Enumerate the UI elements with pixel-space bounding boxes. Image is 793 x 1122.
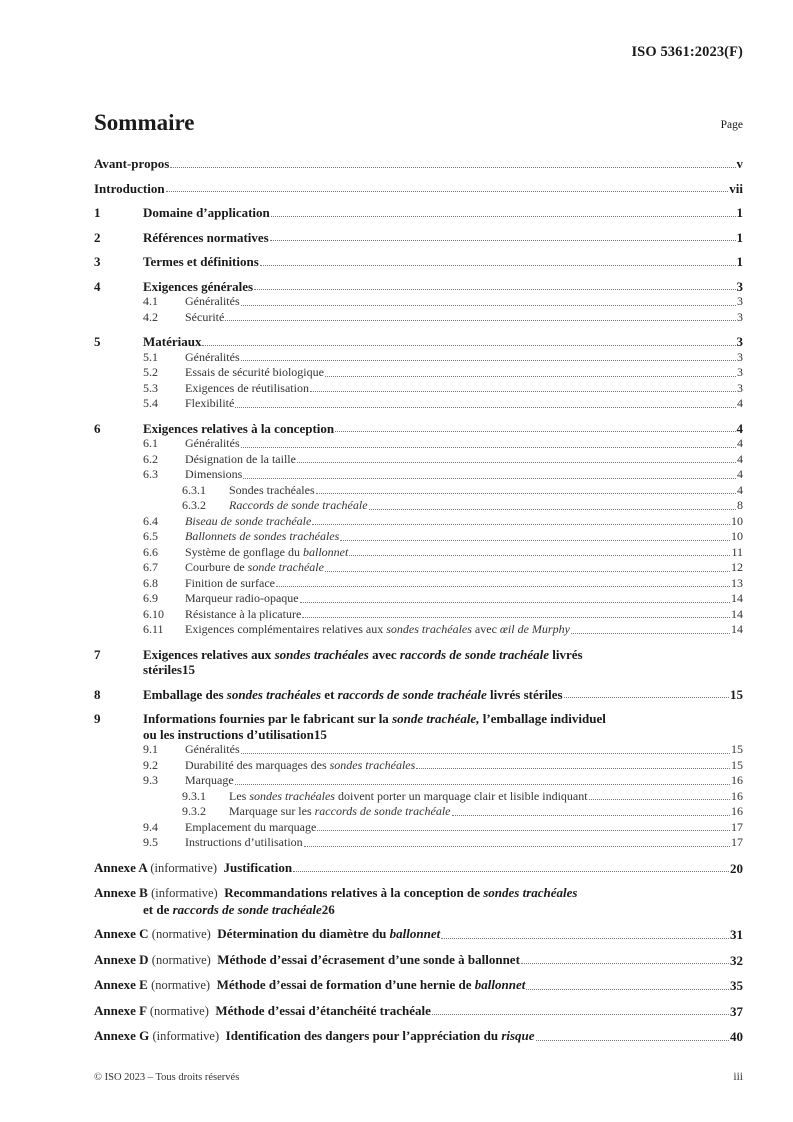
leader-dots bbox=[235, 407, 736, 408]
annex-title: Méthode d’essai d’écrasement d’une sonde à ballonnet bbox=[217, 951, 520, 967]
toc-entry-label: Exigences relatives à la conception bbox=[143, 420, 335, 436]
toc-entry-number: 6.4 bbox=[143, 513, 158, 528]
toc-entry-6-9[interactable] bbox=[94, 591, 743, 607]
toc-entry-page: 4 bbox=[737, 436, 743, 450]
italic-term: ballonnet bbox=[389, 926, 441, 941]
toc-entry-label: Sondes trachéales bbox=[229, 482, 315, 497]
leader-dots bbox=[571, 633, 730, 634]
toc-entry-page: 16 bbox=[731, 804, 743, 818]
toc-entry-page: 32 bbox=[730, 952, 743, 968]
toc-entry-label bbox=[143, 687, 563, 703]
toc-entry-6-4[interactable] bbox=[94, 514, 743, 530]
toc-entry-label bbox=[94, 952, 520, 969]
italic-term: Raccords de sonde trachéale bbox=[229, 498, 368, 512]
toc-entry-number: 9.3 bbox=[143, 773, 158, 787]
toc-entry-section-4[interactable] bbox=[94, 279, 743, 295]
page-title: Sommaire bbox=[94, 110, 195, 135]
toc-entry-label bbox=[94, 860, 292, 877]
toc-entry-section-7[interactable] bbox=[94, 647, 743, 678]
toc-entry-label bbox=[143, 647, 583, 663]
annex-title: Identification des dangers pour l’appréciation du bbox=[225, 1028, 502, 1043]
toc-entry-page: 17 bbox=[731, 819, 743, 834]
annex-title: Détermination du diamètre du bbox=[217, 926, 390, 941]
annex-name: Annexe E bbox=[94, 977, 148, 992]
annex-name: Annexe G bbox=[94, 1028, 150, 1043]
toc-entry-page: 15 bbox=[730, 686, 743, 702]
toc-entry-4-2[interactable] bbox=[94, 310, 743, 326]
toc-entry-label bbox=[229, 789, 588, 805]
toc-entry-label: Généralités bbox=[185, 294, 240, 308]
leader-dots bbox=[432, 1014, 729, 1015]
toc-entry-6-11[interactable] bbox=[94, 622, 743, 638]
toc-entry-number: 6.3 bbox=[143, 467, 158, 481]
toc-entry-page: 40 bbox=[730, 1029, 743, 1044]
toc-entry-page: 14 bbox=[731, 606, 743, 621]
italic-term: raccords de sonde trachéale bbox=[337, 686, 487, 702]
toc-entry-page: 3 bbox=[737, 365, 743, 379]
toc-entry-6-3-1[interactable] bbox=[94, 483, 743, 499]
toc-entry-page: 14 bbox=[731, 622, 743, 636]
toc-entry-5-1[interactable] bbox=[94, 350, 743, 366]
toc-entry-number: 2 bbox=[94, 229, 101, 245]
label-part: Marquage sur les bbox=[229, 804, 315, 818]
toc-entry-page: 15 bbox=[731, 757, 743, 772]
toc-entry-page: 35 bbox=[730, 978, 743, 993]
toc-entry-number: 5.1 bbox=[143, 349, 158, 364]
toc-entry-page: 3 bbox=[737, 309, 743, 324]
toc-entry-annex-g[interactable] bbox=[94, 1028, 743, 1045]
toc-entry-9-1[interactable] bbox=[94, 742, 743, 758]
toc-entry-number: 6.3.2 bbox=[182, 498, 206, 512]
leader-dots bbox=[166, 191, 729, 192]
annex-title: Méthode d’essai de formation d’une hernie de bbox=[216, 977, 475, 992]
label-part: l’emballage individuel bbox=[479, 711, 606, 726]
leader-dots bbox=[297, 462, 736, 463]
toc-entry-label bbox=[185, 758, 415, 774]
toc-entry-number: 6.6 bbox=[143, 544, 158, 559]
toc-entry-9-3[interactable] bbox=[94, 773, 743, 789]
label-part: Exigences complémentaires relatives aux bbox=[185, 622, 387, 636]
toc-entry-number: 9.3.1 bbox=[182, 788, 206, 803]
label-part: Exigences relatives aux bbox=[143, 646, 275, 662]
italic-term: risque bbox=[501, 1028, 535, 1043]
annex-type: (normative) bbox=[149, 1003, 209, 1018]
label-part: avec bbox=[368, 646, 400, 662]
toc-entry-number: 6.5 bbox=[143, 529, 158, 543]
italic-term: sonde trachéale bbox=[247, 560, 324, 574]
leader-dots bbox=[170, 167, 735, 168]
toc-entry-9-2[interactable] bbox=[94, 758, 743, 774]
toc-entry-label: Matériaux bbox=[143, 334, 202, 349]
document-id: ISO 5361:2023(F) bbox=[631, 44, 743, 60]
toc-entry-number: 5 bbox=[94, 334, 101, 349]
toc-entry-number: 6.10 bbox=[143, 606, 164, 621]
leader-dots bbox=[335, 431, 735, 432]
toc-entry-label: Avant-propos bbox=[94, 156, 170, 171]
toc-entry-section-6[interactable] bbox=[94, 421, 743, 437]
leader-dots bbox=[225, 320, 736, 321]
leader-dots bbox=[317, 830, 730, 831]
italic-term: ballonnet bbox=[474, 977, 526, 992]
toc-entry-label-continued: stériles bbox=[143, 662, 182, 677]
toc-entry-annex-c[interactable] bbox=[94, 926, 743, 943]
toc-entry-label: Instructions d’utilisation bbox=[185, 835, 303, 849]
toc-entry-annex-a[interactable] bbox=[94, 860, 743, 877]
toc-entry-page: 12 bbox=[731, 560, 743, 574]
label-part: Courbure de bbox=[185, 560, 248, 574]
annex-name: Annexe B bbox=[94, 885, 148, 900]
italic-term: sondes trachéales bbox=[274, 646, 369, 662]
toc-entry-page: 4 bbox=[737, 396, 743, 410]
leader-dots bbox=[369, 509, 736, 510]
toc-entry-label bbox=[94, 977, 525, 994]
leader-dots bbox=[441, 938, 729, 939]
toc-entry-number: 9.3.2 bbox=[182, 804, 206, 818]
toc-entry-number: 5.2 bbox=[143, 365, 158, 379]
toc-entry-page: 4 bbox=[736, 420, 743, 436]
toc-entry-label: Termes et définitions bbox=[143, 254, 259, 269]
toc-entry-number: 6.2 bbox=[143, 451, 158, 466]
toc-entry-label bbox=[94, 1003, 431, 1020]
leader-dots bbox=[293, 871, 729, 872]
italic-term: raccords de sonde trachéale bbox=[314, 804, 451, 818]
toc-entry-number: 4.2 bbox=[143, 309, 158, 324]
toc-entry-6-10[interactable] bbox=[94, 607, 743, 623]
annex-type: (informative) bbox=[150, 860, 217, 875]
annex-type: (normative) bbox=[151, 978, 211, 992]
toc-entry-6-5[interactable] bbox=[94, 529, 743, 545]
toc-entry-number: 5.4 bbox=[143, 396, 158, 410]
toc-entry-label bbox=[185, 545, 348, 561]
toc-entry-label bbox=[229, 804, 451, 820]
toc-entry-section-9[interactable] bbox=[94, 711, 743, 742]
toc-entry-4-1[interactable] bbox=[94, 294, 743, 310]
italic-term: Biseau de sonde trachéale bbox=[185, 513, 312, 528]
annex-title: Recommandations relatives à la conception de bbox=[224, 885, 484, 900]
toc-entry-6-7[interactable] bbox=[94, 560, 743, 576]
toc-entry-page: 1 bbox=[736, 229, 743, 245]
toc-entry-label bbox=[94, 1028, 535, 1045]
leader-dots bbox=[340, 540, 730, 541]
italic-term: sondes trachéales bbox=[226, 686, 322, 702]
toc-entry-section-5[interactable] bbox=[94, 334, 743, 350]
leader-dots bbox=[260, 265, 736, 266]
toc-entry-page: 14 bbox=[731, 591, 743, 605]
toc-entry-page: 10 bbox=[731, 513, 743, 528]
italic-term: sonde trachéale, bbox=[392, 711, 480, 726]
leader-dots bbox=[589, 799, 730, 800]
label-part: Les bbox=[229, 788, 250, 803]
label-part: Emballage des bbox=[143, 686, 227, 702]
leader-dots bbox=[316, 493, 736, 494]
toc-entry-label bbox=[94, 926, 440, 943]
toc-entry-label bbox=[185, 622, 570, 638]
italic-term: sondes trachéales bbox=[249, 788, 335, 803]
leader-dots bbox=[325, 376, 736, 377]
leader-dots bbox=[325, 571, 730, 572]
toc-entry-page: 15 bbox=[181, 662, 195, 677]
toc-entry-number: 9.2 bbox=[143, 757, 158, 772]
toc-entry-avant-propos[interactable] bbox=[94, 156, 743, 172]
toc-entry-9-3-2[interactable] bbox=[94, 804, 743, 820]
label-part: et bbox=[321, 686, 338, 702]
toc-entry-page: 31 bbox=[730, 927, 743, 942]
toc-entry-page: 37 bbox=[730, 1003, 743, 1019]
italic-term: œil de Murphy bbox=[499, 622, 570, 636]
toc-entry-number: 8 bbox=[94, 686, 101, 702]
toc-entry-page: 16 bbox=[731, 773, 743, 787]
leader-dots bbox=[235, 784, 730, 785]
table-of-contents bbox=[94, 156, 743, 1045]
toc-entry-number: 9.5 bbox=[143, 835, 158, 849]
toc-entry-6-3[interactable] bbox=[94, 467, 743, 483]
annex-name: Annexe F bbox=[94, 1002, 147, 1018]
toc-entry-label: Finition de surface bbox=[185, 575, 275, 590]
toc-entry-6-2[interactable] bbox=[94, 452, 743, 468]
leader-dots bbox=[241, 753, 730, 754]
leader-dots bbox=[270, 240, 736, 241]
leader-dots bbox=[254, 289, 735, 290]
toc-entry-label: Marqueur radio-opaque bbox=[185, 591, 299, 605]
toc-entry-label-continued bbox=[143, 902, 322, 918]
toc-entry-number: 7 bbox=[94, 646, 101, 662]
toc-entry-label: Exigences de réutilisation bbox=[185, 380, 309, 395]
toc-entry-9-3-1[interactable] bbox=[94, 789, 743, 805]
toc-entry-number: 4 bbox=[94, 278, 101, 294]
leader-dots bbox=[564, 697, 729, 698]
leader-dots bbox=[452, 815, 731, 816]
toc-entry-page: 16 bbox=[731, 788, 743, 803]
annex-name: Annexe D bbox=[94, 951, 149, 967]
toc-entry-number: 9.4 bbox=[143, 819, 158, 834]
toc-entry-label bbox=[94, 885, 577, 902]
toc-entry-page: 4 bbox=[737, 451, 743, 466]
italic-term: sondes trachéales bbox=[386, 622, 472, 636]
toc-entry-page: 3 bbox=[737, 380, 743, 395]
toc-entry-page: 13 bbox=[731, 575, 743, 590]
toc-entry-page: vii bbox=[729, 180, 743, 196]
toc-entry-annex-f[interactable] bbox=[94, 1003, 743, 1020]
toc-entry-number: 1 bbox=[94, 205, 101, 220]
toc-entry-page: 3 bbox=[736, 334, 743, 349]
leader-dots bbox=[271, 216, 736, 217]
leader-dots bbox=[536, 1040, 729, 1041]
toc-entry-6-3-2[interactable] bbox=[94, 498, 743, 514]
toc-entry-page: 26 bbox=[321, 901, 335, 917]
italic-term: sondes trachéales bbox=[329, 757, 416, 772]
toc-entry-number: 6.7 bbox=[143, 560, 158, 574]
toc-entry-number: 9 bbox=[94, 711, 101, 726]
toc-entry-label bbox=[229, 498, 368, 514]
toc-entry-6-1[interactable] bbox=[94, 436, 743, 452]
label-part: Système de gonflage du bbox=[185, 544, 303, 559]
toc-entry-label: Domaine d’application bbox=[143, 205, 270, 220]
toc-entry-page: 11 bbox=[731, 544, 743, 559]
toc-entry-number: 9.1 bbox=[143, 742, 158, 756]
toc-entry-5-3[interactable] bbox=[94, 381, 743, 397]
toc-entry-label-continued: ou les instructions d’utilisation bbox=[143, 726, 314, 742]
page-column-label: Page bbox=[720, 119, 743, 131]
toc-entry-label: Références normatives bbox=[143, 229, 269, 245]
toc-entry-label bbox=[185, 514, 311, 530]
toc-entry-section-3[interactable] bbox=[94, 254, 743, 270]
leader-dots bbox=[302, 617, 730, 618]
toc-entry-page: 4 bbox=[737, 482, 743, 497]
annex-type: (normative) bbox=[151, 952, 211, 967]
toc-entry-5-4[interactable] bbox=[94, 396, 743, 412]
leader-dots bbox=[526, 989, 729, 990]
annex-title: Justification bbox=[223, 859, 293, 875]
leader-dots bbox=[241, 447, 736, 448]
label-part: doivent porter un marquage clair et lisible indiquant bbox=[334, 788, 588, 803]
italic-term: raccords de sonde trachéale bbox=[399, 646, 549, 662]
toc-entry-page: 1 bbox=[736, 254, 743, 269]
label-part: Durabilité des marquages des bbox=[185, 757, 330, 772]
toc-entry-number: 6.9 bbox=[143, 591, 158, 605]
toc-entry-annex-d[interactable] bbox=[94, 952, 743, 969]
toc-entry-page: v bbox=[736, 156, 743, 171]
toc-entry-label: Dimensions bbox=[185, 467, 243, 481]
toc-entry-number: 6.1 bbox=[143, 436, 158, 450]
leader-dots bbox=[349, 555, 730, 556]
toc-entry-label: Flexibilité bbox=[185, 396, 235, 410]
copyright-notice: © ISO 2023 – Tous droits réservés bbox=[94, 1072, 240, 1083]
toc-entry-6-8[interactable] bbox=[94, 576, 743, 592]
toc-entry-number: 6.3.1 bbox=[182, 482, 206, 497]
toc-entry-page: 4 bbox=[737, 467, 743, 481]
leader-dots bbox=[312, 524, 730, 525]
toc-entry-page: 8 bbox=[737, 498, 743, 512]
annex-name: Annexe A bbox=[94, 859, 148, 875]
toc-entry-page: 1 bbox=[736, 205, 743, 220]
toc-entry-label: Généralités bbox=[185, 742, 240, 756]
leader-dots bbox=[243, 478, 736, 479]
italic-term: Ballonnets de sondes trachéales bbox=[185, 529, 340, 543]
annex-name: Annexe C bbox=[94, 926, 149, 941]
toc-entry-label: Marquage bbox=[185, 773, 234, 787]
toc-entry-page: 3 bbox=[737, 349, 743, 364]
toc-entry-label: Sécurité bbox=[185, 309, 225, 324]
toc-entry-label bbox=[185, 560, 324, 576]
label-part: avec bbox=[471, 622, 500, 636]
toc-entry-label bbox=[143, 711, 606, 727]
toc-entry-5-2[interactable] bbox=[94, 365, 743, 381]
toc-entry-number: 6.8 bbox=[143, 575, 158, 590]
toc-entry-page: 20 bbox=[730, 860, 743, 876]
annex-title: Méthode d’essai d’étanchéité trachéale bbox=[215, 1002, 431, 1018]
italic-term: sondes trachéales bbox=[483, 885, 578, 900]
toc-entry-label: Généralités bbox=[185, 349, 240, 364]
toc-entry-number: 5.3 bbox=[143, 380, 158, 395]
toc-entry-page: 3 bbox=[736, 278, 743, 294]
toc-entry-label: Introduction bbox=[94, 180, 165, 196]
toc-entry-page: 15 bbox=[731, 742, 743, 756]
leader-dots bbox=[310, 391, 736, 392]
toc-entry-introduction[interactable] bbox=[94, 181, 743, 197]
annex-type: (normative) bbox=[151, 927, 211, 941]
label-part: livrés stériles bbox=[486, 686, 563, 702]
toc-entry-label: Essais de sécurité biologique bbox=[185, 365, 324, 379]
page-number: iii bbox=[733, 1071, 743, 1083]
leader-dots bbox=[202, 345, 735, 346]
toc-entry-label: Résistance à la plicature bbox=[185, 606, 302, 621]
toc-entry-label: Exigences générales bbox=[143, 278, 254, 294]
leader-dots bbox=[416, 768, 730, 769]
italic-term: raccords de sonde trachéale bbox=[172, 901, 322, 917]
annex-type: (informative) bbox=[152, 1029, 220, 1043]
toc-entry-label bbox=[185, 529, 339, 545]
leader-dots bbox=[241, 360, 736, 361]
toc-entry-label: Emplacement du marquage bbox=[185, 819, 317, 834]
label-part: et de bbox=[143, 901, 173, 917]
toc-entry-page: 15 bbox=[313, 726, 327, 742]
toc-entry-page: 3 bbox=[737, 294, 743, 308]
toc-entry-9-4[interactable] bbox=[94, 820, 743, 836]
toc-entry-label: Désignation de la taille bbox=[185, 451, 296, 466]
toc-entry-9-5[interactable] bbox=[94, 835, 743, 851]
toc-entry-section-2[interactable] bbox=[94, 230, 743, 246]
toc-entry-annex-e[interactable] bbox=[94, 977, 743, 994]
label-part: livrés bbox=[548, 646, 583, 662]
toc-entry-number: 3 bbox=[94, 254, 101, 269]
toc-entry-page: 10 bbox=[731, 529, 743, 543]
toc-entry-number: 6.11 bbox=[143, 622, 164, 636]
toc-entry-6-6[interactable] bbox=[94, 545, 743, 561]
leader-dots bbox=[276, 586, 730, 587]
annex-type: (informative) bbox=[151, 886, 218, 900]
toc-entry-section-8[interactable] bbox=[94, 687, 743, 703]
leader-dots bbox=[521, 963, 729, 964]
toc-entry-annex-b[interactable] bbox=[94, 885, 743, 917]
leader-dots bbox=[304, 846, 730, 847]
label-part: Informations fournies par le fabricant sur la bbox=[143, 711, 393, 726]
leader-dots bbox=[241, 305, 736, 306]
toc-entry-number: 6 bbox=[94, 420, 101, 436]
toc-entry-label: Généralités bbox=[185, 436, 240, 450]
leader-dots bbox=[300, 602, 730, 603]
toc-entry-section-1[interactable] bbox=[94, 205, 743, 221]
toc-entry-number: 4.1 bbox=[143, 294, 158, 308]
italic-term: ballonnet bbox=[302, 544, 349, 559]
toc-entry-page: 17 bbox=[731, 835, 743, 849]
